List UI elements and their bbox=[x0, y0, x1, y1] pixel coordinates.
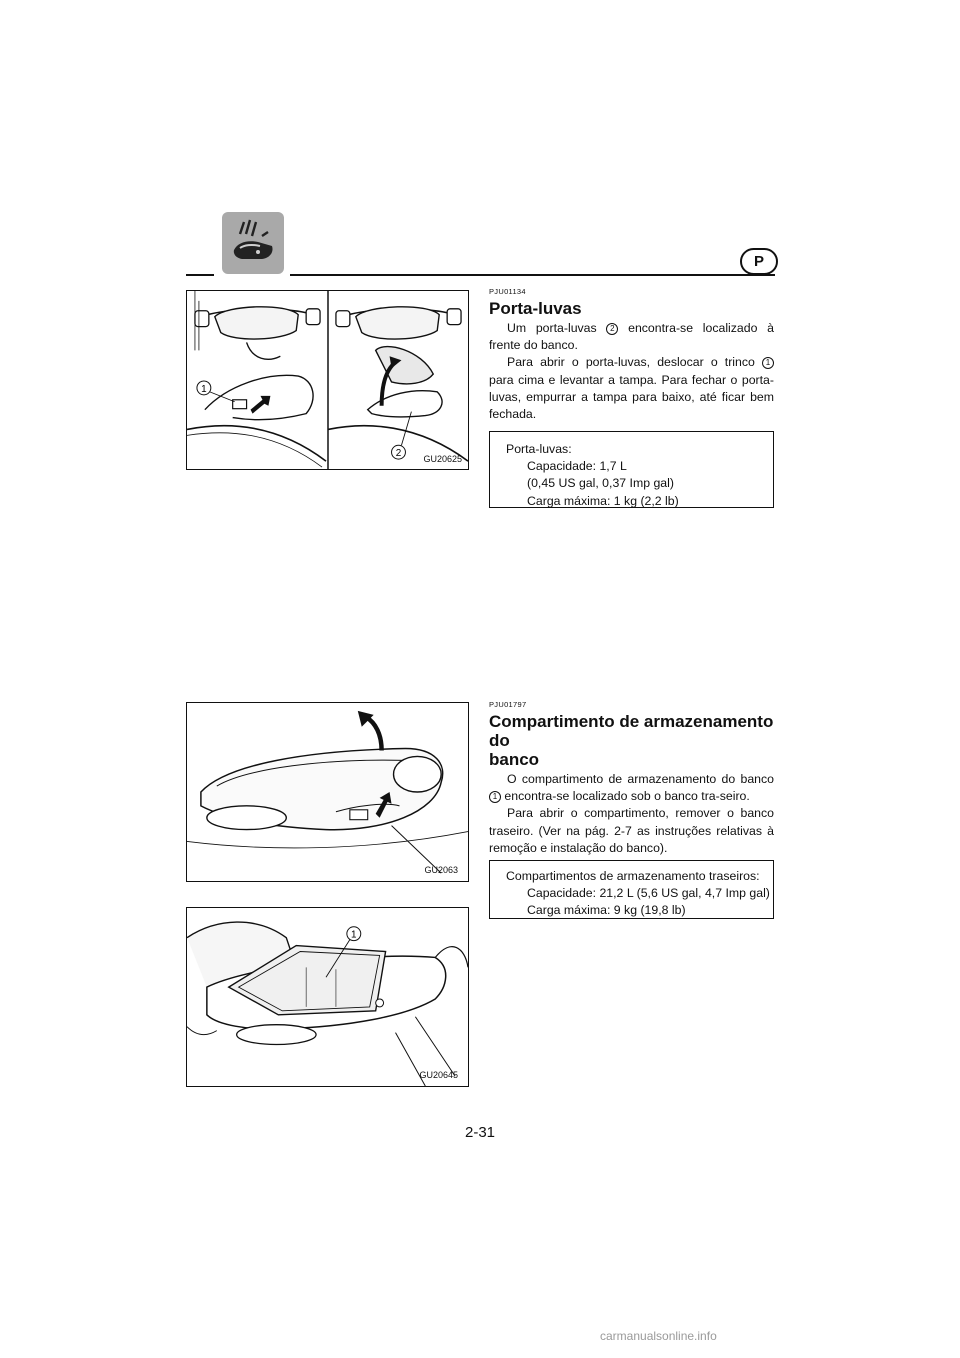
spec-line: Carga máxima: 1 kg (2,2 lb) bbox=[527, 493, 679, 508]
paragraph: Para abrir o porta-luvas, deslocar o trinco 1 para cima e levantar a tampa. Para fechar o porta-luvas, empurrar a tampa para baixo, até ficar bem fechada. bbox=[489, 355, 774, 422]
storage-compartment-illustration bbox=[186, 907, 469, 1087]
callout-1: 1 bbox=[351, 929, 357, 941]
header-rule-right bbox=[290, 274, 775, 276]
figure-code: GU2063 bbox=[424, 865, 458, 875]
glove-box-illustration bbox=[186, 290, 469, 470]
spec-line: Capacidade: 21,2 L (5,6 US gal, 4,7 Imp gal) bbox=[527, 886, 770, 901]
page-number: 2-31 bbox=[464, 1124, 496, 1141]
header-rule-left bbox=[186, 274, 214, 276]
paragraph: O compartimento de armazenamento do banco 1 encontra-se localizado sob o banco tra-seiro. bbox=[489, 771, 774, 805]
ref-marker: 1 bbox=[489, 791, 501, 803]
rear-seat-illustration bbox=[186, 702, 469, 882]
figure-code: GU20625 bbox=[423, 454, 462, 464]
spec-title: Porta-luvas: bbox=[506, 442, 572, 456]
spec-line: (0,45 US gal, 0,37 Imp gal) bbox=[527, 476, 674, 491]
section-compartimento bbox=[489, 712, 774, 857]
chapter-tab bbox=[222, 212, 284, 274]
spec-box bbox=[489, 860, 774, 919]
ref-marker: 1 bbox=[762, 357, 774, 369]
spec-title: Compartimentos de armazenamento traseiros: bbox=[506, 869, 760, 883]
section-code: PJU01797 bbox=[489, 700, 527, 709]
spec-line: Carga máxima: 9 kg (19,8 lb) bbox=[527, 903, 686, 918]
language-badge: P bbox=[740, 248, 778, 275]
callout-1: 1 bbox=[201, 383, 207, 395]
callout-2: 2 bbox=[395, 448, 402, 460]
rear-seat-drawing bbox=[187, 703, 468, 881]
section-porta-luvas bbox=[489, 299, 774, 423]
section-title: Porta-luvas bbox=[489, 299, 582, 318]
paragraph: Para abrir o compartimento, remover o banco traseiro. (Ver na pág. 2-7 as instruções relativas à remoção e instalação do banco). bbox=[489, 806, 774, 855]
watermark: carmanualsonline.info bbox=[600, 1329, 717, 1343]
spec-box bbox=[489, 431, 774, 508]
spec-line: Capacidade: 1,7 L bbox=[527, 459, 627, 474]
watercraft-operation-icon bbox=[222, 212, 284, 274]
storage-compartment-drawing bbox=[187, 908, 468, 1086]
ref-marker: 2 bbox=[606, 323, 618, 335]
section-title: Compartimento de armazenamento do banco bbox=[489, 712, 774, 769]
glove-box-drawing bbox=[187, 291, 468, 469]
section-code: PJU01134 bbox=[489, 287, 526, 296]
figure-code: GU20645 bbox=[419, 1070, 458, 1080]
paragraph: Um porta-luvas 2 encontra-se localizado à frente do banco. bbox=[489, 321, 774, 353]
